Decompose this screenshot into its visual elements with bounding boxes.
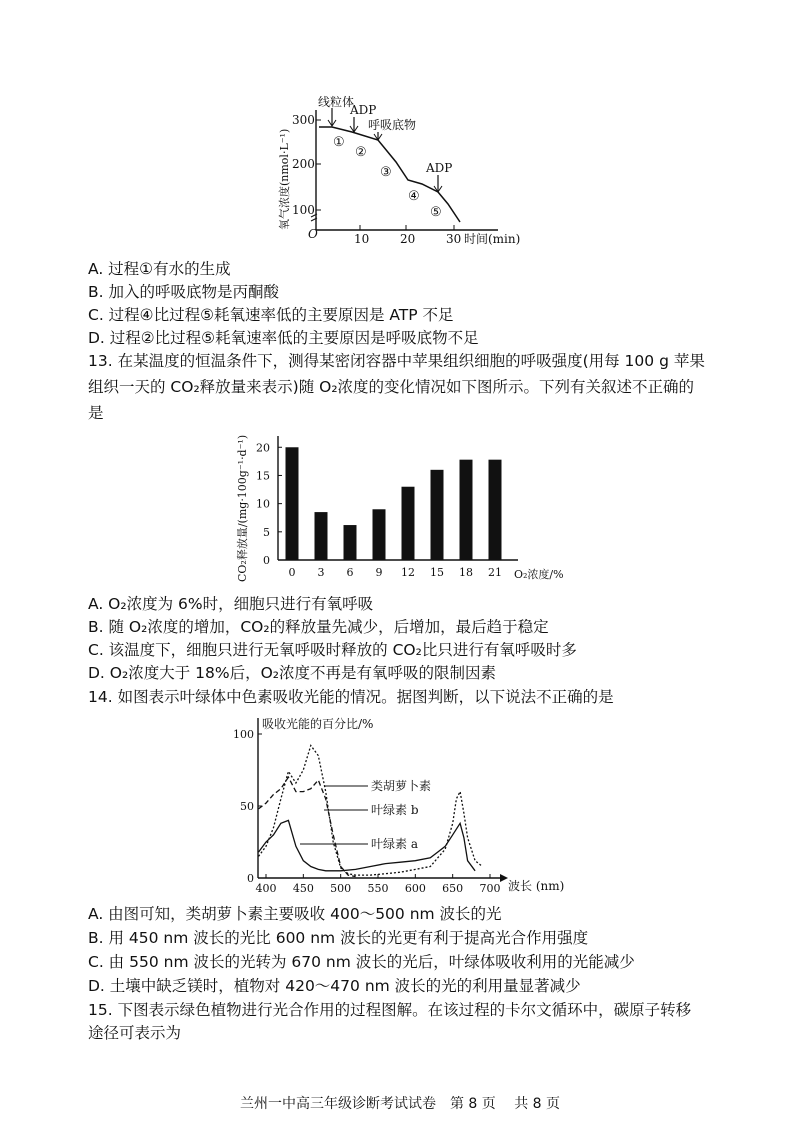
y-axis-label: 氧气浓度(nmol·L⁻¹) (278, 128, 291, 230)
annotation-carotenoid: 类胡萝卜素 (371, 779, 432, 793)
spec-xtick-label: 700 (479, 882, 501, 895)
series-chlorophyll-a (259, 820, 476, 870)
q13-stem-line3: 是 (88, 404, 104, 422)
stage-5: ⑤ (430, 205, 442, 220)
pigment-absorption-chart (228, 712, 598, 902)
bar-18 (460, 460, 473, 560)
bar-21 (489, 460, 502, 560)
bar-ytick-label: 10 (256, 497, 270, 511)
bar-ytick-label: 20 (256, 441, 270, 455)
stage-4: ④ (408, 189, 420, 204)
spec-ytick-label: 100 (233, 728, 254, 741)
xtick-10: 10 (354, 232, 370, 246)
bar-6 (344, 525, 357, 560)
xtick-30: 30 (446, 232, 462, 246)
bar-xtick-label: 15 (430, 566, 444, 579)
spec-xtick-label: 450 (292, 882, 314, 895)
q15-stem-line2: 途径可表示为 (88, 1024, 182, 1042)
label-adp-1: ADP (350, 103, 377, 117)
spec-ytick-label: 50 (240, 800, 254, 813)
q15-stem-line1: 15. 下图表示绿色植物进行光合作用的过程图解。在该过程的卡尔文循环中，碳原子转移 (88, 1001, 692, 1019)
q12-option-d: D. 过程②比过程⑤耗氧速率低的主要原因是呼吸底物不足 (88, 329, 479, 347)
annotation-chlorophyll-a: 叶绿素 a (371, 837, 418, 851)
spec-xtick-label: 650 (442, 882, 464, 895)
bar-x-axis-label: O₂浓度/% (514, 568, 564, 581)
bar-xtick-label: 6 (346, 566, 354, 579)
bar-0 (286, 447, 299, 560)
q14-option-d: D. 土壤中缺乏镁时，植物对 420～470 nm 波长的光的利用量显著减少 (88, 977, 581, 995)
x-axis-label: 时间(min) (464, 232, 521, 246)
label-mitochondria: 线粒体 (318, 95, 355, 109)
q14-option-a: A. 由图可知，类胡萝卜素主要吸收 400～500 nm 波长的光 (88, 905, 502, 923)
q13-option-d: D. O₂浓度大于 18%后，O₂浓度不再是有氧呼吸的限制因素 (88, 664, 496, 682)
bar-15 (431, 470, 444, 560)
spec-ytick-label: 0 (247, 872, 254, 885)
q14-option-b: B. 用 450 nm 波长的光比 600 nm 波长的光更有利于提高光合作用强度 (88, 929, 589, 947)
q13-stem-line1: 13. 在某温度的恒温条件下，测得某密闭容器中苹果组织细胞的呼吸强度(用每 100 g 苹果 (88, 352, 705, 370)
bar-xtick-label: 12 (401, 566, 415, 579)
q13-option-b: B. 随 O₂浓度的增加，CO₂的释放量先减少，后增加，最后趋于稳定 (88, 618, 549, 636)
bar-ytick-label: 5 (263, 525, 270, 539)
spectrum-title: 吸收光能的百分比/% (262, 717, 374, 731)
label-respiratory-substrate: 呼吸底物 (368, 118, 417, 132)
annotation-chlorophyll-b: 叶绿素 b (371, 803, 419, 817)
bar-3 (315, 512, 328, 560)
bar-y-axis-label: CO₂释放量/(mg·100g⁻¹·d⁻¹) (236, 434, 249, 582)
spec-xtick-label: 600 (404, 882, 426, 895)
origin-label: O (308, 227, 318, 241)
spec-xtick-label: 400 (255, 882, 277, 895)
label-adp-2: ADP (426, 161, 453, 175)
q13-option-c: C. 该温度下，细胞只进行无氧呼吸时释放的 CO₂比只进行有氧呼吸时多 (88, 641, 577, 659)
ytick-100: 100 (292, 203, 315, 217)
co2-release-bar-chart (228, 426, 588, 590)
spec-xtick-label: 550 (367, 882, 389, 895)
q13-stem-line2: 组织一天的 CO₂释放量来表示)随 O₂浓度的变化情况如下图所示。下列有关叙述不正确的 (88, 378, 695, 396)
bar-xtick-label: 0 (288, 566, 296, 579)
spectrum-x-axis-label: 波长 (nm) (508, 879, 565, 893)
stage-3: ③ (380, 165, 392, 180)
ytick-300: 300 (292, 113, 315, 127)
q12-option-c: C. 过程④比过程⑤耗氧速率低的主要原因是 ATP 不足 (88, 306, 454, 324)
page-footer: 兰州一中高三年级诊断考试试卷 第 8 页 共 8 页 (239, 1096, 561, 1112)
bar-9 (373, 509, 386, 560)
ytick-200: 200 (292, 157, 315, 171)
bar-xtick-label: 3 (317, 566, 325, 579)
stage-2: ② (355, 145, 367, 160)
q14-stem: 14. 如图表示叶绿体中色素吸收光能的情况。据图判断，以下说法不正确的是 (88, 688, 614, 706)
q14-option-c: C. 由 550 nm 波长的光转为 670 nm 波长的光后，叶绿体吸收利用的光能减少 (88, 953, 635, 971)
bar-xtick-label: 21 (488, 566, 502, 579)
stage-1: ① (333, 135, 345, 150)
q13-option-a: A. O₂浓度为 6%时，细胞只进行有氧呼吸 (88, 595, 374, 613)
q12-option-a: A. 过程①有水的生成 (88, 260, 231, 278)
spec-xtick-label: 500 (330, 882, 352, 895)
bar-xtick-label: 18 (459, 566, 473, 579)
q12-option-b: B. 加入的呼吸底物是丙酮酸 (88, 283, 279, 301)
bar-xtick-label: 9 (375, 566, 383, 579)
bar-ytick-label: 15 (256, 469, 270, 483)
bar-ytick-label: 0 (263, 554, 270, 567)
xtick-20: 20 (400, 232, 416, 246)
bar-12 (402, 487, 415, 560)
oxygen-time-figure (270, 92, 530, 252)
